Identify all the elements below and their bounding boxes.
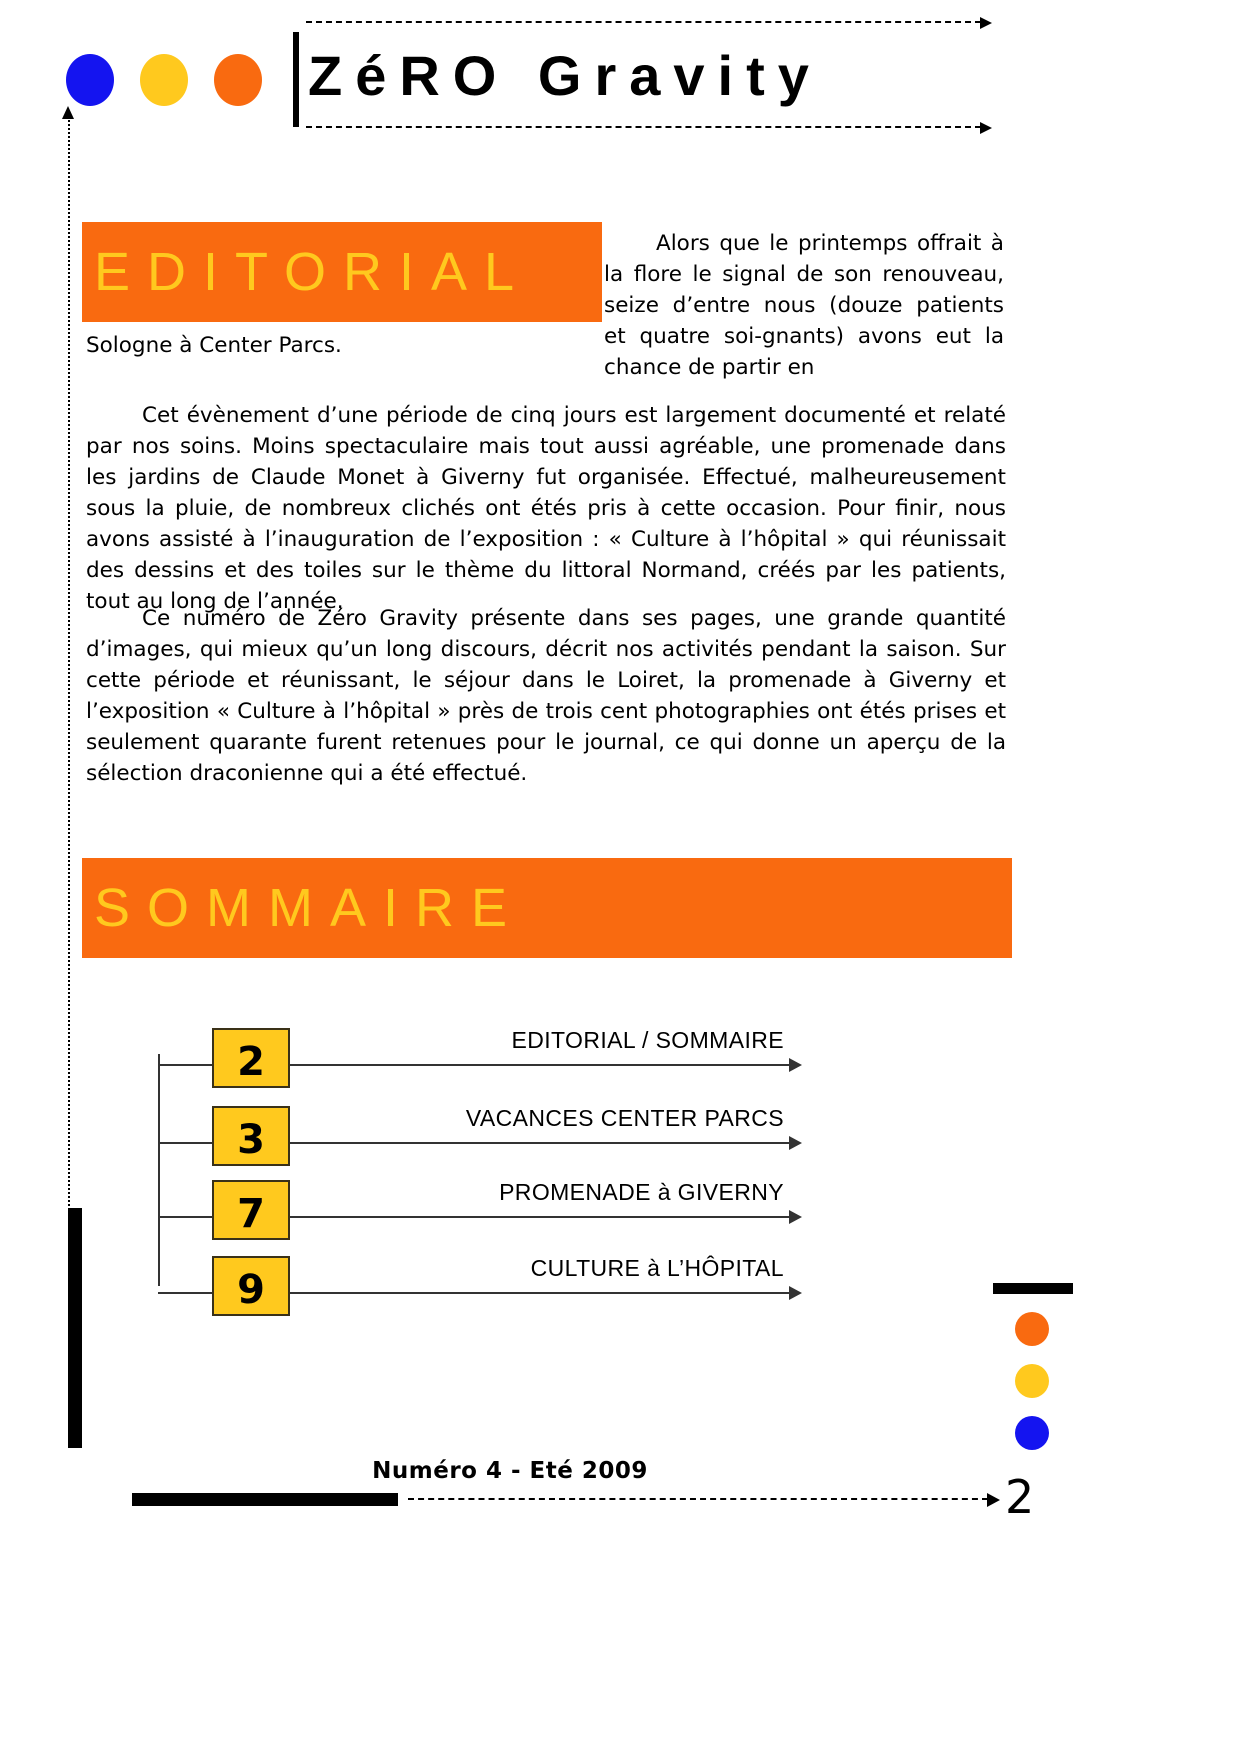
page-number: 2 <box>1005 1470 1035 1524</box>
arrow-head-icon <box>980 17 992 29</box>
toc-page-box[interactable]: 7 <box>212 1180 290 1240</box>
toc-connector-line <box>158 1142 216 1144</box>
toc-arrow-line <box>290 1064 790 1066</box>
toc-entry[interactable] <box>150 1180 850 1242</box>
editorial-paragraph-2: Ce numéro de Zéro Gravity présente dans ses pages, une grande quantité d’images, qui mieux qu’un long discours, décrit nos activités pendant la saison. Sur cette période et réunissant, le séjour dans le Loiret, la promenade à Giverny et l’exposition « Culture à l’hôpital » près de trois cent photographies ont étés prises et seulement quarante furent retenues pour le journal, ce qui donne un aperçu de la sélection draconienne qui a été effectué. <box>86 606 1006 786</box>
footer-dashed-arrow <box>408 1498 988 1502</box>
masthead-vertical-rule <box>293 32 299 127</box>
arrow-head-icon <box>789 1210 802 1224</box>
left-black-bar <box>68 1208 82 1448</box>
masthead-dots <box>66 54 262 106</box>
toc-page-box[interactable]: 2 <box>212 1028 290 1088</box>
left-guide-arrow-head-icon <box>62 106 74 119</box>
orange-dot-icon <box>1015 1312 1049 1346</box>
toc-entry-label: CULTURE à L’HÔPITAL <box>530 1255 784 1281</box>
left-dotted-guide <box>68 120 70 1210</box>
yellow-dot-icon <box>140 54 188 106</box>
table-of-contents-diagram <box>150 1010 850 1313</box>
toc-arrow-line <box>290 1216 790 1218</box>
issue-line: Numéro 4 - Eté 2009 <box>372 1458 648 1484</box>
toc-entry-label: PROMENADE à GIVERNY <box>499 1179 784 1205</box>
editorial-paragraph-1: Cet évènement d’une période de cinq jours est largement documenté et relaté par nos soins. Moins spectaculaire mais tout aussi agréable, une promenade dans les jardins de Claude Monet à Giverny fut organisée. Effectué, malheureusement sous la pluie, de nombreux clichés ont étés pris à cette occasion. Pour finir, nous avons assisté à l’inauguration de l’exposition : « Culture à l’hôpital » qui réunissait des dessins et des toiles sur le thème du littoral Normand, créés par les patients, tout au long de l’année. <box>86 403 1006 614</box>
arrow-head-icon <box>789 1058 802 1072</box>
toc-entry-label: VACANCES CENTER PARCS <box>465 1105 784 1131</box>
blue-dot-icon <box>66 54 114 106</box>
masthead-top-dashed-arrow <box>306 21 981 25</box>
orange-dot-icon <box>214 54 262 106</box>
editorial-lede: Alors que le printemps offrait à la flore le signal de son renouveau, seize d’entre nous (douze patients et quatre soi-gnants) avons eut la chance de partir en <box>604 231 1004 380</box>
arrow-head-icon <box>789 1136 802 1150</box>
publication-title: ZéRO Gravity <box>308 44 822 107</box>
toc-entry[interactable] <box>150 1028 850 1090</box>
toc-entry-label: EDITORIAL / SOMMAIRE <box>511 1027 784 1053</box>
sommaire-banner: SOMMAIRE <box>82 858 1012 958</box>
arrow-head-icon <box>980 122 992 134</box>
yellow-dot-icon <box>1015 1364 1049 1398</box>
toc-page-box[interactable]: 3 <box>212 1106 290 1166</box>
footer-black-bar <box>132 1493 398 1506</box>
toc-page-box[interactable]: 9 <box>212 1256 290 1316</box>
toc-entry[interactable] <box>150 1256 850 1318</box>
blue-dot-icon <box>1015 1416 1049 1450</box>
right-black-bar <box>993 1283 1073 1294</box>
arrow-head-icon <box>987 1493 1000 1507</box>
toc-connector-line <box>158 1064 216 1066</box>
arrow-head-icon <box>789 1286 802 1300</box>
toc-arrow-line <box>290 1142 790 1144</box>
masthead <box>0 0 1240 160</box>
footer-dots <box>1015 1312 1049 1450</box>
editorial-lede-tail: Sologne à Center Parcs. <box>86 333 342 358</box>
toc-arrow-line <box>290 1292 790 1294</box>
editorial-banner: EDITORIAL <box>82 222 602 322</box>
toc-connector-line <box>158 1216 216 1218</box>
masthead-bottom-dashed-arrow <box>306 126 981 130</box>
toc-connector-line <box>158 1292 216 1294</box>
toc-entry[interactable] <box>150 1106 850 1168</box>
